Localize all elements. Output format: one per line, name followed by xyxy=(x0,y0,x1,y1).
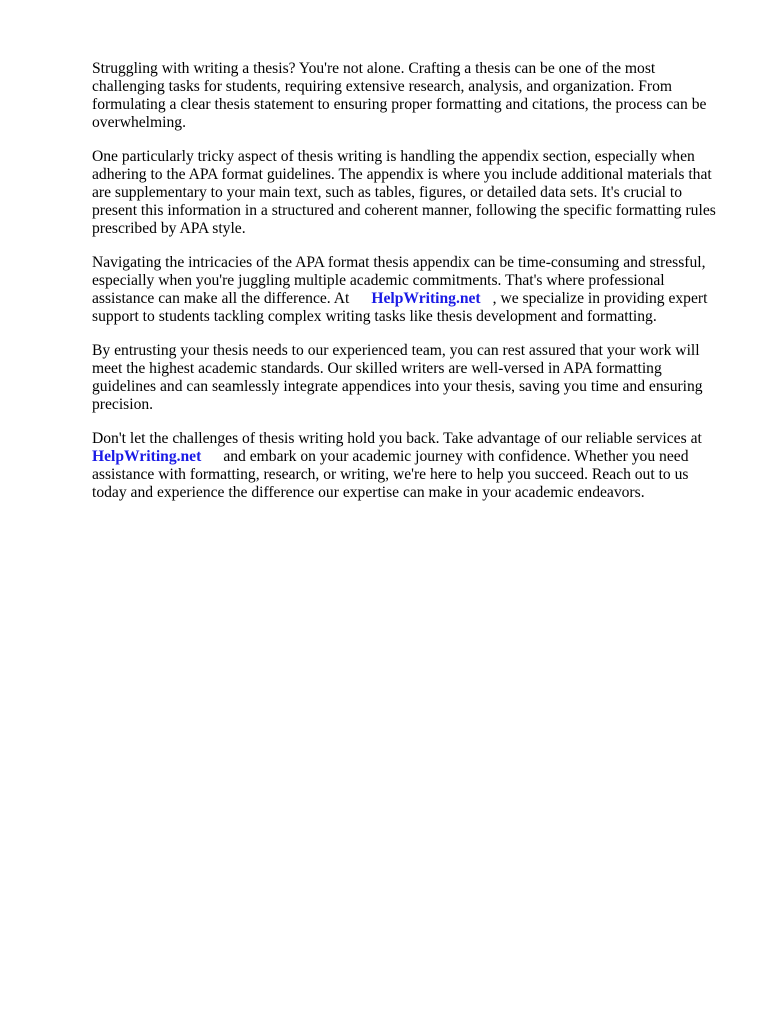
text-line: prescribed by APA style. xyxy=(92,220,246,237)
text-line: One particularly tricky aspect of thesis writing is handling the appendix section, especially when xyxy=(92,148,695,165)
text-line: challenging tasks for students, requiring extensive research, analysis, and organization. From xyxy=(92,78,672,95)
text-line: assistance with formatting, research, or writing, we're here to help you succeed. Reach out to us xyxy=(92,466,689,483)
text-segment: and embark on your academic journey with confidence. Whether you need xyxy=(223,448,689,465)
text-line: overwhelming. xyxy=(92,114,186,131)
text-line: adhering to the APA format guidelines. The appendix is where you include additional materials that xyxy=(92,166,712,183)
helpwriting-link[interactable]: HelpWriting.net xyxy=(92,448,202,465)
text-line: Don't let the challenges of thesis writing hold you back. Take advantage of our reliable services at xyxy=(92,430,702,447)
paragraph-entrusting xyxy=(92,342,732,414)
paragraph-intro xyxy=(92,60,732,132)
text-line: today and experience the difference our expertise can make in your academic endeavors. xyxy=(92,484,645,501)
text-line: Struggling with writing a thesis? You're not alone. Crafting a thesis can be one of the most xyxy=(92,60,656,77)
helpwriting-link[interactable]: HelpWriting.net xyxy=(371,290,481,307)
text-line-with-link xyxy=(92,290,732,308)
text-line: are supplementary to your main text, such as tables, figures, or detailed data sets. It's crucial to xyxy=(92,184,682,201)
text-segment: , we specialize in providing expert xyxy=(492,290,708,307)
text-line: present this information in a structured and coherent manner, following the specific formatting rules xyxy=(92,202,716,219)
text-line: Navigating the intricacies of the APA format thesis appendix can be time-consuming and stressful, xyxy=(92,254,706,271)
text-line-with-link xyxy=(92,448,732,466)
paragraph-closing xyxy=(92,430,732,502)
text-segment: assistance can make all the difference. At xyxy=(92,290,350,307)
text-line: formulating a clear thesis statement to ensuring proper formatting and citations, the process can be xyxy=(92,96,707,113)
text-line: guidelines and can seamlessly integrate appendices into your thesis, saving you time and ensuring xyxy=(92,378,703,395)
text-line: By entrusting your thesis needs to our experienced team, you can rest assured that your work will xyxy=(92,342,700,359)
paragraph-appendix xyxy=(92,148,732,238)
paragraph-navigating xyxy=(92,254,732,326)
text-line: especially when you're juggling multiple academic commitments. That's where professional xyxy=(92,272,665,289)
text-line: precision. xyxy=(92,396,154,413)
text-line: support to students tackling complex writing tasks like thesis development and formatting. xyxy=(92,308,657,325)
document-body xyxy=(92,60,732,518)
text-line: meet the highest academic standards. Our skilled writers are well-versed in APA formatting xyxy=(92,360,662,377)
